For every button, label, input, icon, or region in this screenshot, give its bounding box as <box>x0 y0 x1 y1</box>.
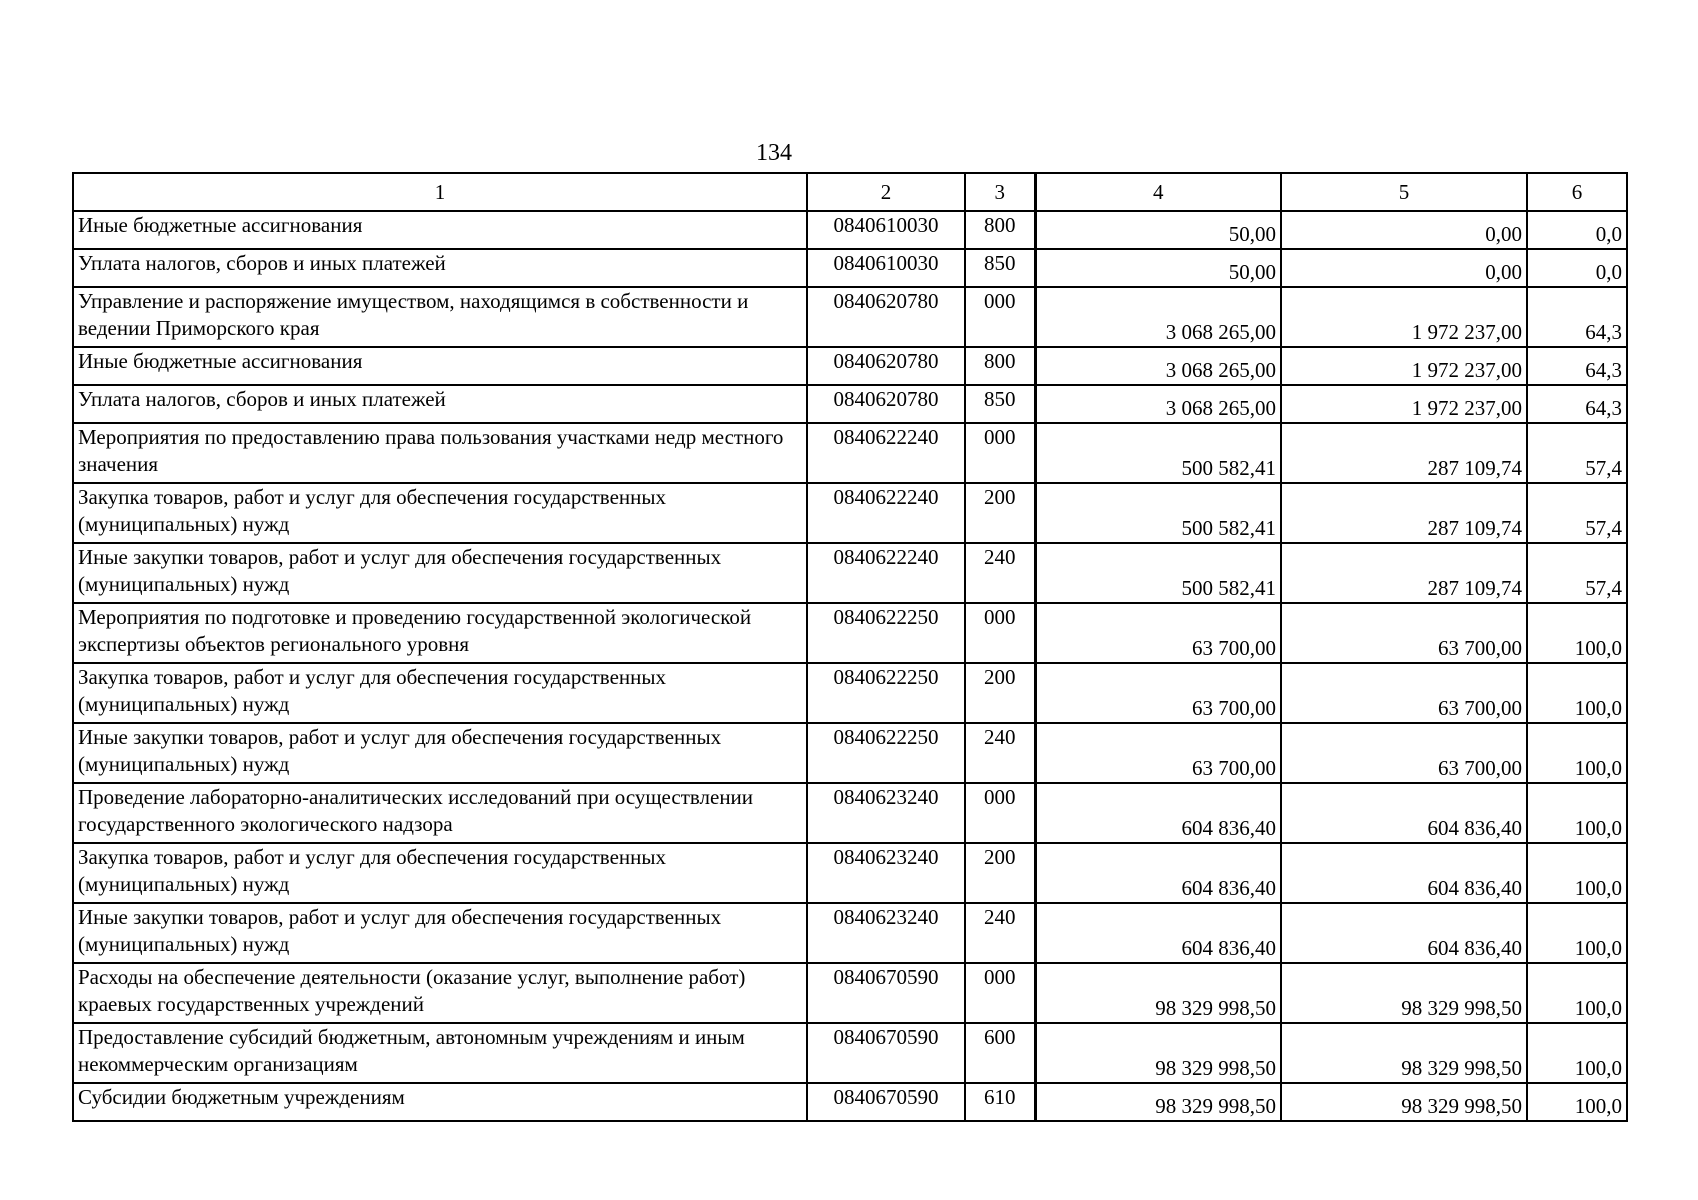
row-name-cell: Уплата налогов, сборов и иных платежей <box>73 385 807 423</box>
row-plan-cell: 98 329 998,50 <box>1035 963 1281 1023</box>
row-type-cell: 000 <box>965 603 1035 663</box>
row-plan-cell: 500 582,41 <box>1035 483 1281 543</box>
table-row <box>73 249 1627 287</box>
table-row <box>73 385 1627 423</box>
row-code-cell: 0840610030 <box>807 249 965 287</box>
row-code-cell: 0840622250 <box>807 603 965 663</box>
row-name-cell: Предоставление субсидий бюджетным, автономным учреждениям и иным некоммерческим организациям <box>73 1023 807 1083</box>
table-row <box>73 903 1627 963</box>
row-name-cell: Иные бюджетные ассигнования <box>73 347 807 385</box>
table-row <box>73 1083 1627 1121</box>
table-row <box>73 843 1627 903</box>
row-percent-cell: 64,3 <box>1527 347 1627 385</box>
row-fact-cell: 0,00 <box>1281 211 1527 249</box>
row-percent-cell: 100,0 <box>1527 903 1627 963</box>
header-cell-2: 2 <box>807 173 965 211</box>
row-code-cell: 0840622240 <box>807 543 965 603</box>
row-plan-cell: 50,00 <box>1035 249 1281 287</box>
row-plan-cell: 604 836,40 <box>1035 783 1281 843</box>
row-type-cell: 600 <box>965 1023 1035 1083</box>
table-row <box>73 423 1627 483</box>
row-percent-cell: 57,4 <box>1527 543 1627 603</box>
header-cell-4: 4 <box>1035 173 1281 211</box>
row-fact-cell: 98 329 998,50 <box>1281 1083 1527 1121</box>
row-code-cell: 0840623240 <box>807 843 965 903</box>
table-row <box>73 663 1627 723</box>
row-percent-cell: 57,4 <box>1527 423 1627 483</box>
row-plan-cell: 98 329 998,50 <box>1035 1023 1281 1083</box>
table-header-row <box>73 173 1627 211</box>
row-type-cell: 000 <box>965 963 1035 1023</box>
row-name-cell: Управление и распоряжение имуществом, находящимся в собственности и ведении Приморского края <box>73 287 807 347</box>
row-percent-cell: 100,0 <box>1527 1023 1627 1083</box>
row-name-cell: Проведение лабораторно-аналитических исследований при осуществлении государственного экологического надзора <box>73 783 807 843</box>
row-plan-cell: 3 068 265,00 <box>1035 347 1281 385</box>
row-code-cell: 0840670590 <box>807 963 965 1023</box>
header-cell-1: 1 <box>73 173 807 211</box>
row-plan-cell: 500 582,41 <box>1035 543 1281 603</box>
row-plan-cell: 500 582,41 <box>1035 423 1281 483</box>
page-number <box>0 140 1698 166</box>
row-fact-cell: 287 109,74 <box>1281 543 1527 603</box>
row-plan-cell: 604 836,40 <box>1035 903 1281 963</box>
table-row <box>73 783 1627 843</box>
row-name-cell: Мероприятия по предоставлению права пользования участками недр местного значения <box>73 423 807 483</box>
header-cell-3: 3 <box>965 173 1035 211</box>
row-percent-cell: 64,3 <box>1527 287 1627 347</box>
row-name-cell: Иные закупки товаров, работ и услуг для обеспечения государственных (муниципальных) нужд <box>73 723 807 783</box>
row-code-cell: 0840622250 <box>807 723 965 783</box>
row-name-cell: Иные закупки товаров, работ и услуг для обеспечения государственных (муниципальных) нужд <box>73 543 807 603</box>
row-plan-cell: 604 836,40 <box>1035 843 1281 903</box>
row-code-cell: 0840670590 <box>807 1083 965 1121</box>
table-row <box>73 1023 1627 1083</box>
page-number-text: 134 <box>756 140 792 166</box>
row-name-cell: Уплата налогов, сборов и иных платежей <box>73 249 807 287</box>
row-code-cell: 0840623240 <box>807 903 965 963</box>
row-type-cell: 240 <box>965 903 1035 963</box>
row-fact-cell: 604 836,40 <box>1281 783 1527 843</box>
table-row <box>73 287 1627 347</box>
row-code-cell: 0840622240 <box>807 423 965 483</box>
row-name-cell: Закупка товаров, работ и услуг для обеспечения государственных (муниципальных) нужд <box>73 843 807 903</box>
row-name-cell: Мероприятия по подготовке и проведению государственной экологической экспертизы объектов регионального уровня <box>73 603 807 663</box>
table-row <box>73 723 1627 783</box>
row-fact-cell: 287 109,74 <box>1281 423 1527 483</box>
row-type-cell: 850 <box>965 249 1035 287</box>
row-percent-cell: 100,0 <box>1527 1083 1627 1121</box>
row-percent-cell: 100,0 <box>1527 843 1627 903</box>
row-name-cell: Субсидии бюджетным учреждениям <box>73 1083 807 1121</box>
row-percent-cell: 64,3 <box>1527 385 1627 423</box>
table-row <box>73 347 1627 385</box>
row-type-cell: 000 <box>965 423 1035 483</box>
row-percent-cell: 100,0 <box>1527 783 1627 843</box>
row-code-cell: 0840620780 <box>807 347 965 385</box>
row-type-cell: 000 <box>965 783 1035 843</box>
row-percent-cell: 100,0 <box>1527 663 1627 723</box>
table-row <box>73 543 1627 603</box>
row-percent-cell: 0,0 <box>1527 249 1627 287</box>
row-percent-cell: 100,0 <box>1527 963 1627 1023</box>
row-code-cell: 0840620780 <box>807 385 965 423</box>
row-fact-cell: 604 836,40 <box>1281 843 1527 903</box>
header-cell-6: 6 <box>1527 173 1627 211</box>
row-type-cell: 200 <box>965 483 1035 543</box>
row-type-cell: 610 <box>965 1083 1035 1121</box>
row-name-cell: Закупка товаров, работ и услуг для обеспечения государственных (муниципальных) нужд <box>73 483 807 543</box>
row-code-cell: 0840622240 <box>807 483 965 543</box>
row-fact-cell: 1 972 237,00 <box>1281 385 1527 423</box>
row-fact-cell: 1 972 237,00 <box>1281 287 1527 347</box>
row-plan-cell: 98 329 998,50 <box>1035 1083 1281 1121</box>
row-type-cell: 200 <box>965 663 1035 723</box>
row-code-cell: 0840622250 <box>807 663 965 723</box>
row-name-cell: Расходы на обеспечение деятельности (оказание услуг, выполнение работ) краевых государственных учреждений <box>73 963 807 1023</box>
table-row <box>73 483 1627 543</box>
row-percent-cell: 100,0 <box>1527 723 1627 783</box>
row-fact-cell: 63 700,00 <box>1281 663 1527 723</box>
row-type-cell: 240 <box>965 723 1035 783</box>
row-code-cell: 0840610030 <box>807 211 965 249</box>
row-plan-cell: 63 700,00 <box>1035 723 1281 783</box>
table-row <box>73 963 1627 1023</box>
row-type-cell: 200 <box>965 843 1035 903</box>
row-fact-cell: 98 329 998,50 <box>1281 963 1527 1023</box>
row-type-cell: 800 <box>965 211 1035 249</box>
row-code-cell: 0840620780 <box>807 287 965 347</box>
row-fact-cell: 0,00 <box>1281 249 1527 287</box>
row-type-cell: 240 <box>965 543 1035 603</box>
row-fact-cell: 98 329 998,50 <box>1281 1023 1527 1083</box>
row-percent-cell: 57,4 <box>1527 483 1627 543</box>
row-fact-cell: 604 836,40 <box>1281 903 1527 963</box>
row-plan-cell: 50,00 <box>1035 211 1281 249</box>
header-cell-5: 5 <box>1281 173 1527 211</box>
table-row <box>73 603 1627 663</box>
row-type-cell: 800 <box>965 347 1035 385</box>
row-fact-cell: 1 972 237,00 <box>1281 347 1527 385</box>
budget-table <box>72 172 1628 1122</box>
row-fact-cell: 287 109,74 <box>1281 483 1527 543</box>
row-plan-cell: 63 700,00 <box>1035 603 1281 663</box>
row-plan-cell: 3 068 265,00 <box>1035 287 1281 347</box>
row-type-cell: 000 <box>965 287 1035 347</box>
row-name-cell: Иные бюджетные ассигнования <box>73 211 807 249</box>
row-percent-cell: 100,0 <box>1527 603 1627 663</box>
row-fact-cell: 63 700,00 <box>1281 603 1527 663</box>
row-fact-cell: 63 700,00 <box>1281 723 1527 783</box>
row-name-cell: Закупка товаров, работ и услуг для обеспечения государственных (муниципальных) нужд <box>73 663 807 723</box>
row-code-cell: 0840670590 <box>807 1023 965 1083</box>
row-name-cell: Иные закупки товаров, работ и услуг для обеспечения государственных (муниципальных) нужд <box>73 903 807 963</box>
row-code-cell: 0840623240 <box>807 783 965 843</box>
table-row <box>73 211 1627 249</box>
row-percent-cell: 0,0 <box>1527 211 1627 249</box>
row-type-cell: 850 <box>965 385 1035 423</box>
row-plan-cell: 63 700,00 <box>1035 663 1281 723</box>
row-plan-cell: 3 068 265,00 <box>1035 385 1281 423</box>
